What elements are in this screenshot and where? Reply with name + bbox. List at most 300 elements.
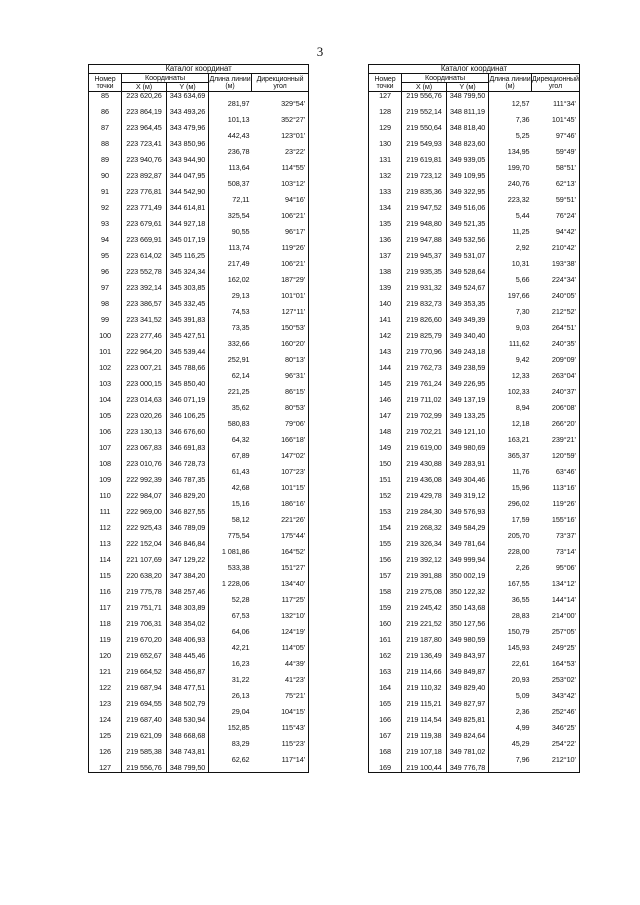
- coordinate-y-blank: [447, 324, 489, 332]
- segment-angle: [252, 332, 309, 340]
- point-number: 140: [369, 300, 402, 308]
- segment-angle: [252, 540, 309, 548]
- segment-length: 111,62: [508, 340, 530, 348]
- point-number-blank: [89, 132, 122, 140]
- coordinate-y: 345 017,19: [167, 236, 209, 244]
- segment-angle: [252, 508, 309, 516]
- coordinate-x: 223 014,63: [122, 396, 167, 404]
- segment-angle: [252, 396, 309, 404]
- segment-angle: [532, 508, 580, 516]
- segment-angle: [532, 412, 580, 420]
- coordinate-x-blank: [402, 132, 447, 140]
- segment-length: 5,09: [515, 692, 530, 700]
- segment-angle: [252, 220, 309, 228]
- coordinate-x-blank: [122, 484, 167, 492]
- segment-angle: [252, 236, 309, 244]
- point-number: 139: [369, 284, 402, 292]
- segment-length: 12,57: [511, 100, 530, 108]
- segment-length: [489, 540, 532, 548]
- coordinate-x-blank: [402, 756, 447, 764]
- coordinate-y-blank: [447, 724, 489, 732]
- coordinate-x-blank: [402, 148, 447, 156]
- point-number-blank: [89, 756, 122, 764]
- coordinate-y: 345 116,25: [167, 252, 209, 260]
- segment-row: [89, 596, 309, 604]
- segment-row: [369, 596, 580, 604]
- segment-row: [89, 260, 309, 268]
- point-number: 94: [89, 236, 122, 244]
- segment-angle: [532, 172, 580, 180]
- point-row: [369, 92, 580, 101]
- segment-angle: 134°40': [252, 580, 309, 588]
- coordinate-x: 223 341,52: [122, 316, 167, 324]
- segment-angle: [252, 108, 309, 116]
- coordinate-y-blank: [447, 372, 489, 380]
- segment-row: [89, 484, 309, 492]
- segment-angle: 94°42': [532, 228, 580, 236]
- segment-length: [209, 716, 252, 724]
- segment-length: 163,21: [507, 436, 530, 444]
- segment-length: 64,32: [231, 436, 250, 444]
- coordinate-y: 345 427,51: [167, 332, 209, 340]
- coordinate-y: 348 445,46: [167, 652, 209, 660]
- segment-angle: 263°04': [532, 372, 580, 380]
- point-number-blank: [89, 212, 122, 220]
- point-number-blank: [89, 596, 122, 604]
- coordinate-y: 346 106,25: [167, 412, 209, 420]
- coordinate-x: 219 436,08: [402, 476, 447, 484]
- coordinate-x: 219 832,73: [402, 300, 447, 308]
- point-number: 99: [89, 316, 122, 324]
- coordinate-x: 223 130,13: [122, 428, 167, 436]
- segment-row: [369, 308, 580, 316]
- coordinate-y: 348 477,51: [167, 684, 209, 692]
- point-number-blank: [89, 692, 122, 700]
- point-row: [369, 172, 580, 180]
- point-number: 119: [89, 636, 122, 644]
- segment-angle: [252, 588, 309, 596]
- coordinate-y: 346 846,84: [167, 540, 209, 548]
- segment-row: [89, 756, 309, 764]
- segment-row: [89, 340, 309, 348]
- coordinate-x: 223 620,26: [122, 92, 167, 101]
- coordinate-x: 219 136,49: [402, 652, 447, 660]
- segment-angle: 117°25': [252, 596, 309, 604]
- point-row: [89, 716, 309, 724]
- segment-length: 7,36: [515, 116, 530, 124]
- coordinate-x: 219 931,32: [402, 284, 447, 292]
- segment-angle: [532, 92, 580, 101]
- coordinate-x: 223 776,81: [122, 188, 167, 196]
- coordinate-y-blank: [167, 340, 209, 348]
- segment-row: [369, 612, 580, 620]
- segment-row: [369, 708, 580, 716]
- segment-length: [209, 316, 252, 324]
- coordinate-y: 348 530,94: [167, 716, 209, 724]
- point-number-blank: [89, 340, 122, 348]
- segment-angle: [532, 252, 580, 260]
- segment-length: 152,85: [227, 724, 250, 732]
- segment-row: [89, 244, 309, 252]
- coordinate-x: 219 326,34: [402, 540, 447, 548]
- coordinate-x: 219 100,44: [402, 764, 447, 773]
- point-row: [89, 764, 309, 773]
- coordinate-y: 349 319,12: [447, 492, 489, 500]
- segment-length: 2,36: [515, 708, 530, 716]
- coordinate-x-blank: [122, 404, 167, 412]
- point-row: [89, 412, 309, 420]
- coordinate-y: 349 776,78: [447, 764, 489, 773]
- segment-length: [209, 700, 252, 708]
- coordinate-x-blank: [402, 420, 447, 428]
- segment-length: 11,76: [512, 468, 530, 476]
- point-row: [89, 236, 309, 244]
- coordinate-y-blank: [447, 548, 489, 556]
- point-number: 96: [89, 268, 122, 276]
- point-number: 97: [89, 284, 122, 292]
- point-number: 118: [89, 620, 122, 628]
- segment-row: [369, 292, 580, 300]
- coordinate-x: 219 947,52: [402, 204, 447, 212]
- segment-row: [89, 644, 309, 652]
- coordinate-y-blank: [447, 740, 489, 748]
- coordinate-x-blank: [122, 452, 167, 460]
- point-number-blank: [369, 532, 402, 540]
- coordinate-x: 219 268,32: [402, 524, 447, 532]
- point-row: [89, 268, 309, 276]
- point-number-blank: [369, 420, 402, 428]
- point-number: 89: [89, 156, 122, 164]
- coordinate-x-blank: [402, 548, 447, 556]
- segment-angle: 155°16': [532, 516, 580, 524]
- segment-angle: [532, 460, 580, 468]
- coordinate-x: 219 552,14: [402, 108, 447, 116]
- coordinate-y-blank: [167, 436, 209, 444]
- point-row: [89, 700, 309, 708]
- point-number: 107: [89, 444, 122, 452]
- point-number: 141: [369, 316, 402, 324]
- segment-angle: 76°24': [532, 212, 580, 220]
- coordinate-x-blank: [122, 356, 167, 364]
- coordinate-y: 349 349,39: [447, 316, 489, 324]
- segment-length: 252,91: [227, 356, 250, 364]
- point-row: [369, 588, 580, 596]
- coordinate-y: 346 728,73: [167, 460, 209, 468]
- segment-angle: 151°27': [252, 564, 309, 572]
- segment-length: [209, 476, 252, 484]
- segment-angle: [252, 92, 309, 101]
- segment-length: [209, 428, 252, 436]
- segment-angle: 164°52': [252, 548, 309, 556]
- coordinate-x-blank: [402, 196, 447, 204]
- segment-length: 64,06: [231, 628, 250, 636]
- segment-length: [489, 620, 532, 628]
- segment-length: 281,97: [227, 100, 250, 108]
- point-row: [369, 332, 580, 340]
- segment-length: [489, 460, 532, 468]
- point-number: 88: [89, 140, 122, 148]
- point-number-blank: [89, 324, 122, 332]
- coordinate-y: 349 980,59: [447, 636, 489, 644]
- coordinate-x: 219 549,93: [402, 140, 447, 148]
- segment-row: [369, 500, 580, 508]
- segment-angle: [532, 236, 580, 244]
- segment-length: 228,00: [507, 548, 530, 556]
- coordinate-y: 343 850,96: [167, 140, 209, 148]
- point-row: [89, 300, 309, 308]
- coordinate-x: 219 762,73: [402, 364, 447, 372]
- point-number: 124: [89, 716, 122, 724]
- segment-length: [489, 188, 532, 196]
- segment-angle: 101°01': [252, 292, 309, 300]
- segment-angle: 329°54': [252, 100, 309, 108]
- coordinate-x-blank: [402, 276, 447, 284]
- point-number: 136: [369, 236, 402, 244]
- segment-row: [89, 676, 309, 684]
- segment-angle: 107°23': [252, 468, 309, 476]
- coordinate-y-blank: [167, 580, 209, 588]
- segment-angle: 166°18': [252, 436, 309, 444]
- segment-angle: [252, 524, 309, 532]
- point-number-blank: [369, 356, 402, 364]
- coordinate-y-blank: [447, 628, 489, 636]
- segment-angle: 119°26': [252, 244, 309, 252]
- segment-length: 62,62: [231, 756, 250, 764]
- coordinate-y-blank: [447, 468, 489, 476]
- coordinate-x: 219 621,09: [122, 732, 167, 740]
- segment-angle: 73°14': [532, 548, 580, 556]
- point-row: [89, 684, 309, 692]
- segment-angle: 212°52': [532, 308, 580, 316]
- point-number-blank: [89, 180, 122, 188]
- point-row: [369, 140, 580, 148]
- segment-angle: [532, 524, 580, 532]
- point-number: 92: [89, 204, 122, 212]
- segment-angle: [252, 300, 309, 308]
- coordinate-y: 349 516,06: [447, 204, 489, 212]
- coordinate-y-blank: [447, 596, 489, 604]
- point-number: 108: [89, 460, 122, 468]
- segment-length: [489, 252, 532, 260]
- segment-row: [89, 500, 309, 508]
- point-number-blank: [369, 516, 402, 524]
- segment-angle: [252, 652, 309, 660]
- coordinate-y-blank: [447, 308, 489, 316]
- segment-row: [89, 548, 309, 556]
- point-number: 116: [89, 588, 122, 596]
- segment-length: 1 081,86: [221, 548, 250, 556]
- segment-length: 9,03: [515, 324, 530, 332]
- coordinate-x: 222 925,43: [122, 524, 167, 532]
- segment-row: [89, 292, 309, 300]
- point-number-blank: [89, 644, 122, 652]
- segment-length: [489, 684, 532, 692]
- coordinate-x: 219 392,12: [402, 556, 447, 564]
- segment-angle: 346°25': [532, 724, 580, 732]
- coordinate-x-blank: [402, 244, 447, 252]
- coordinate-x: 219 187,80: [402, 636, 447, 644]
- segment-length: [489, 92, 532, 101]
- segment-angle: [532, 348, 580, 356]
- coordinate-x-blank: [122, 436, 167, 444]
- segment-angle: [252, 348, 309, 356]
- point-number-blank: [369, 724, 402, 732]
- segment-angle: [532, 444, 580, 452]
- segment-angle: [532, 716, 580, 724]
- segment-length: [209, 508, 252, 516]
- coordinate-y-blank: [167, 116, 209, 124]
- coordinate-x-blank: [122, 260, 167, 268]
- coordinate-y: 349 829,40: [447, 684, 489, 692]
- point-number: 147: [369, 412, 402, 420]
- segment-length: [489, 348, 532, 356]
- segment-length: [489, 604, 532, 612]
- segment-angle: [532, 620, 580, 628]
- point-row: [369, 268, 580, 276]
- segment-angle: 119°26': [532, 500, 580, 508]
- point-number-blank: [369, 180, 402, 188]
- coordinate-x: 223 964,45: [122, 124, 167, 132]
- col-header-angle: Дирекционный угол: [252, 74, 309, 92]
- coordinate-y-blank: [447, 644, 489, 652]
- coordinate-y: 349 137,19: [447, 396, 489, 404]
- segment-length: [489, 700, 532, 708]
- segment-length: 26,13: [231, 692, 250, 700]
- coordinate-y: 349 825,81: [447, 716, 489, 724]
- segment-length: [209, 684, 252, 692]
- point-row: [369, 492, 580, 500]
- coordinate-x: 223 007,21: [122, 364, 167, 372]
- segment-angle: 59°51': [532, 196, 580, 204]
- segment-angle: [532, 556, 580, 564]
- coordinate-x: 223 386,57: [122, 300, 167, 308]
- segment-length: 508,37: [227, 180, 250, 188]
- segment-length: [489, 428, 532, 436]
- segment-angle: [532, 220, 580, 228]
- point-number: 113: [89, 540, 122, 548]
- segment-length: [209, 556, 252, 564]
- point-number: 152: [369, 492, 402, 500]
- coordinate-x-blank: [402, 228, 447, 236]
- coordinate-y-blank: [167, 500, 209, 508]
- segment-angle: 96°17': [252, 228, 309, 236]
- col-header-point: Номер точки: [369, 74, 402, 92]
- segment-angle: 59°49': [532, 148, 580, 156]
- point-number-blank: [89, 196, 122, 204]
- point-number-blank: [369, 308, 402, 316]
- segment-length: [209, 588, 252, 596]
- segment-row: [369, 116, 580, 124]
- segment-length: [209, 748, 252, 756]
- point-row: [369, 316, 580, 324]
- point-row: [369, 348, 580, 356]
- segment-row: [89, 740, 309, 748]
- point-row: [369, 764, 580, 773]
- coordinate-x-blank: [122, 516, 167, 524]
- segment-length: [489, 732, 532, 740]
- point-number: 101: [89, 348, 122, 356]
- segment-row: [89, 388, 309, 396]
- segment-row: [89, 148, 309, 156]
- point-number-blank: [369, 244, 402, 252]
- point-number-blank: [89, 276, 122, 284]
- segment-angle: 80°13': [252, 356, 309, 364]
- point-number: 146: [369, 396, 402, 404]
- coordinate-x: 222 984,07: [122, 492, 167, 500]
- coordinate-y: 349 781,64: [447, 540, 489, 548]
- coordinate-x-blank: [122, 532, 167, 540]
- point-number: 98: [89, 300, 122, 308]
- point-number: 134: [369, 204, 402, 212]
- point-row: [369, 700, 580, 708]
- point-number: 155: [369, 540, 402, 548]
- point-number-blank: [369, 612, 402, 620]
- coordinate-x-blank: [402, 452, 447, 460]
- segment-length: [489, 716, 532, 724]
- coordinate-y: 348 303,89: [167, 604, 209, 612]
- segment-row: [89, 276, 309, 284]
- point-number-blank: [369, 116, 402, 124]
- point-number-blank: [89, 612, 122, 620]
- coordinate-y-blank: [447, 500, 489, 508]
- coordinate-x-blank: [402, 324, 447, 332]
- segment-angle: [532, 156, 580, 164]
- coordinate-y: 349 109,95: [447, 172, 489, 180]
- coordinate-y-blank: [447, 292, 489, 300]
- point-number-blank: [369, 564, 402, 572]
- segment-angle: 224°34': [532, 276, 580, 284]
- segment-angle: [532, 188, 580, 196]
- point-row: [369, 748, 580, 756]
- coordinate-x: 222 964,20: [122, 348, 167, 356]
- segment-length: 42,21: [231, 644, 250, 652]
- segment-row: [369, 676, 580, 684]
- coordinate-x: 219 835,36: [402, 188, 447, 196]
- segment-row: [369, 660, 580, 668]
- coordinate-y-blank: [167, 452, 209, 460]
- segment-row: [89, 196, 309, 204]
- coordinate-x: 219 702,21: [402, 428, 447, 436]
- point-number-blank: [369, 548, 402, 556]
- point-number: 144: [369, 364, 402, 372]
- segment-row: [369, 196, 580, 204]
- coordinate-y-blank: [447, 660, 489, 668]
- coordinate-x-blank: [402, 116, 447, 124]
- segment-length: 223,32: [507, 196, 530, 204]
- segment-length: 134,95: [507, 148, 530, 156]
- coordinate-y-blank: [167, 564, 209, 572]
- segment-row: [89, 308, 309, 316]
- segment-angle: 210°42': [532, 244, 580, 252]
- segment-row: [89, 516, 309, 524]
- segment-angle: 62°13': [532, 180, 580, 188]
- segment-angle: [252, 284, 309, 292]
- segment-angle: 120°59': [532, 452, 580, 460]
- segment-angle: [532, 364, 580, 372]
- segment-row: [89, 708, 309, 716]
- coordinate-y: 345 391,83: [167, 316, 209, 324]
- point-number-blank: [369, 292, 402, 300]
- coordinate-y: 349 133,25: [447, 412, 489, 420]
- segment-length: [209, 172, 252, 180]
- segment-row: [369, 148, 580, 156]
- segment-angle: [532, 140, 580, 148]
- point-row: [369, 236, 580, 244]
- segment-angle: [252, 380, 309, 388]
- segment-length: 58,12: [231, 516, 250, 524]
- segment-length: [489, 108, 532, 116]
- coordinate-y-blank: [447, 484, 489, 492]
